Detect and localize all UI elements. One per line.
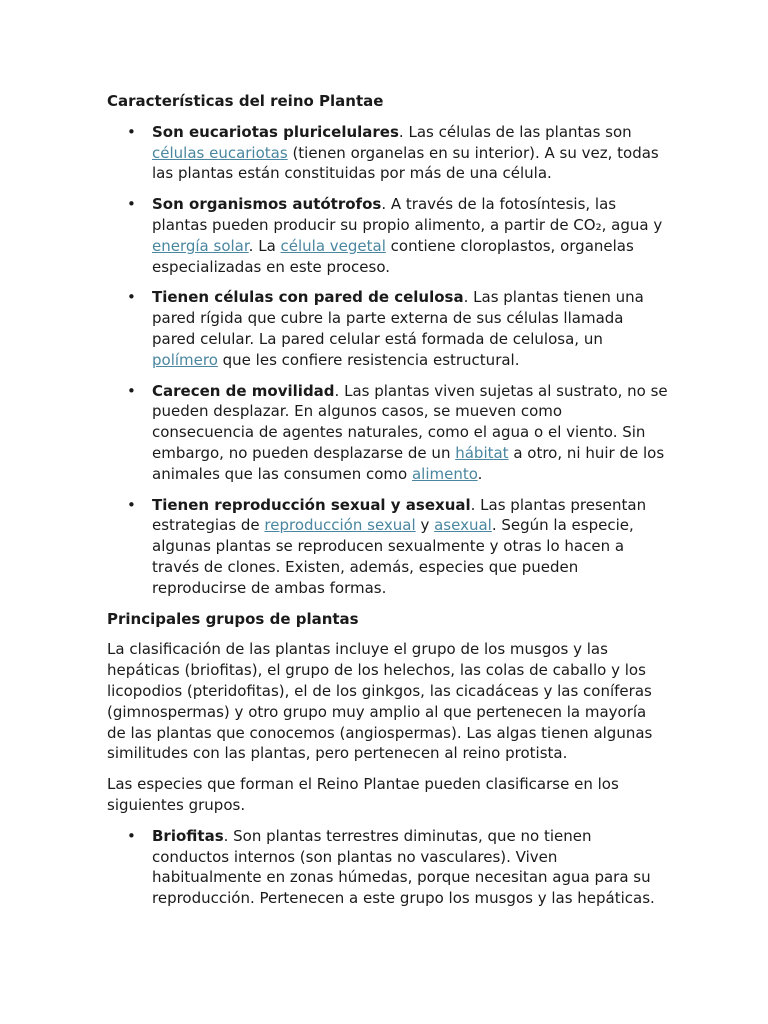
link-polimero[interactable]: polímero <box>152 350 218 369</box>
item-text: . <box>477 464 483 483</box>
item-text: que les confiere resistencia estructural. <box>217 350 520 369</box>
paragraph-clasificacion: La clasificación de las plantas incluye el grupo de los musgos y las hepáticas (briofitas), el grupo de los helechos, las colas de caballo y los licopodios (pteridofitas), el de los ginkgos, las cicadáceas y las coníferas (gimnospermas) y otro grupo muy amplio al que pertenecen la mayoría de las plantas que conocemos (angiospermas). Las algas tienen algunas similitudes con las plantas, pero pertenecen al reino protista. <box>107 640 653 763</box>
list-item <box>107 495 668 599</box>
bullet-icon: • <box>127 495 136 514</box>
item-text: y <box>415 516 435 535</box>
item-text: . Las plantas viven sujetas al sustrato, no se pueden desplazar. En algunos casos, se mueven como consecuencia de agentes naturales, como el agua o el viento. Sin embargo, no pueden desplazarse de un <box>152 381 668 462</box>
item-text: . Según la especie, algunas plantas se reproducen sexualmente y otras lo hacen a través de clones. Existen, además, especies que pueden reproducirse de ambas formas. <box>152 516 634 597</box>
item-text: a otro, ni huir de los animales que las consumen como <box>152 443 665 483</box>
link-reproduccion-sexual[interactable]: reproducción sexual <box>264 516 416 535</box>
item-bold-lead: Tienen células con pared de celulosa <box>152 288 464 307</box>
bullet-icon: • <box>127 195 136 214</box>
item-bold-lead: Briofitas <box>152 826 224 845</box>
bullet-icon: • <box>127 288 136 307</box>
groups-list <box>107 826 668 909</box>
list-item <box>107 194 668 277</box>
item-bold-lead: Son eucariotas pluricelulares <box>152 122 399 141</box>
link-celulas-eucariotas[interactable]: células eucariotas <box>152 143 288 162</box>
item-text: . Las plantas presentan estrategias de <box>152 495 647 535</box>
link-celula-vegetal[interactable]: célula vegetal <box>280 236 386 255</box>
item-text: . Son plantas terrestres diminutas, que no tienen conductos internos (son plantas no vasculares). Viven habitualmente en zonas húmedas, porque necesitan agua para su reproducción. Pertenecen a este grupo los musgos y las hepáticas. <box>152 826 655 908</box>
list-item <box>107 826 668 909</box>
item-bold-lead: Son organismos autótrofos <box>152 195 382 214</box>
item-text: . A través de la fotosíntesis, las plantas pueden producir su propio alimento, a partir de CO₂, agua y <box>152 195 663 234</box>
item-text: . Las células de las plantas son <box>398 122 632 141</box>
section-heading-caracteristicas: Características del reino Plantae <box>107 92 384 110</box>
list-item <box>107 381 668 485</box>
bullet-icon: • <box>127 826 136 845</box>
item-text: (tienen organelas en su interior). A su vez, todas las plantas están constituidas por más de una célula. <box>152 143 659 183</box>
section-heading-grupos: Principales grupos de plantas <box>107 609 359 628</box>
link-habitat[interactable]: hábitat <box>455 443 509 462</box>
item-text: contiene cloroplastos, organelas especializadas en este proceso. <box>152 236 634 276</box>
characteristics-list <box>107 122 668 599</box>
item-bold-lead: Carecen de movilidad <box>152 381 335 400</box>
item-bold-lead: Tienen reproducción sexual y asexual <box>152 495 471 514</box>
link-asexual[interactable]: asexual <box>434 516 492 535</box>
paragraph-especies: Las especies que forman el Reino Plantae pueden clasificarse en los siguientes grupos. <box>107 775 619 814</box>
bullet-icon: • <box>127 381 136 400</box>
link-alimento[interactable]: alimento <box>411 464 478 483</box>
item-text: . La <box>248 236 281 255</box>
link-energia-solar[interactable]: energía solar <box>152 236 249 255</box>
item-text: . Las plantas tienen una pared rígida que cubre la parte externa de sus células llamada pared celular. La pared celular está formada de celulosa, un <box>152 288 644 348</box>
bullet-icon: • <box>127 122 136 141</box>
list-item <box>107 122 668 184</box>
list-item <box>107 287 668 370</box>
